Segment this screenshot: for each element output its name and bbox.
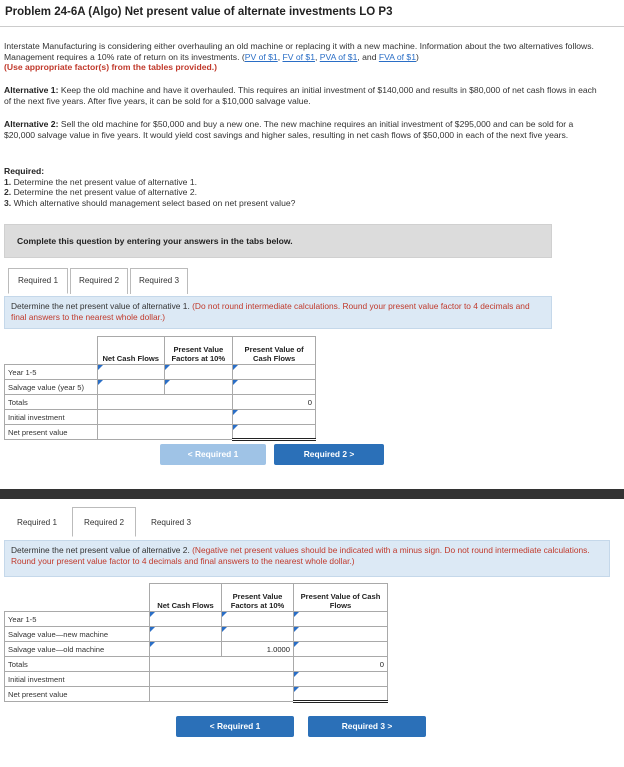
required-item: 2. Determine the net present value of alternative 2. <box>4 187 198 197</box>
prev-required-button[interactable]: < Required 1 <box>160 444 266 465</box>
pv-input[interactable] <box>294 642 388 657</box>
intro-paragraph: Interstate Manufacturing is considering either overhauling an old machine or replacing it with a new machine. Information about the two alternatives follows. Management requires a 10% rate of return on its investments. (PV of $1, FV of $1, PVA of $1, and FVA of $1) (Use appropriate factor(s) from the tables provided.) <box>4 41 594 73</box>
row-label: Salvage value—new machine <box>5 627 150 642</box>
tab-required-1[interactable]: Required 1 <box>6 511 68 537</box>
alt1-text: Keep the old machine and have it overhauled. This requires an initial investment of $140,000 and results in $80,000 of net cash flows in each of the next five years. After five years, it can be sold for a $10,000 salvage value. <box>4 85 597 106</box>
col-header: Present Value Factors at 10% <box>222 584 294 612</box>
next-required-button[interactable]: Required 2 > <box>274 444 384 465</box>
row-label: Year 1-5 <box>5 612 150 627</box>
instruction-note: (Do not round intermediate calculations. Round your present value factor to 4 decimals and final answers to the nearest whole dollar.) <box>11 301 530 322</box>
divider <box>0 26 624 27</box>
required-list <box>4 166 604 208</box>
instruction-box-1 <box>4 296 552 329</box>
instructions-banner <box>4 224 552 258</box>
cash-flow-input[interactable] <box>150 627 222 642</box>
tab-required-2[interactable]: Required 2 <box>72 507 136 537</box>
pv-input[interactable] <box>233 365 316 380</box>
cash-flow-input[interactable] <box>150 612 222 627</box>
col-header: Present Value of Cash Flows <box>233 337 316 365</box>
tab-required-1[interactable]: Required 1 <box>8 268 68 294</box>
pv-factor-input[interactable] <box>222 612 294 627</box>
totals-value: 0 <box>294 657 388 672</box>
row-label: Initial investment <box>5 410 98 425</box>
cash-flow-input[interactable] <box>97 365 164 380</box>
instruction-main: Determine the net present value of alternative 2. <box>11 545 190 555</box>
intro-text: Interstate Manufacturing is considering either overhauling an old machine or replacing it with a new machine. Information about the two alternatives follows. Management requires a 10% rate of return on its investments. <box>4 41 594 62</box>
row-label: Totals <box>5 395 98 410</box>
initial-investment-input[interactable] <box>233 410 316 425</box>
pv-factor-input[interactable] <box>164 380 233 395</box>
row-label: Salvage value (year 5) <box>5 380 98 395</box>
row-label: Net present value <box>5 687 150 702</box>
banner-text: Complete this question by entering your answers in the tabs below. <box>17 236 293 246</box>
fv-link[interactable]: FV of $1 <box>282 51 315 62</box>
alternative-1 <box>4 85 604 106</box>
page-title: Problem 24-6A (Algo) Net present value of alternate investments LO P3 <box>5 6 393 18</box>
col-header: Net Cash Flows <box>97 337 164 365</box>
cash-flow-input[interactable] <box>150 642 222 657</box>
pv-factor-input[interactable] <box>164 365 233 380</box>
required-item: 3. Which alternative should management select based on net present value? <box>4 197 296 208</box>
alternative-2 <box>4 119 604 140</box>
npv-table-alt1 <box>4 336 316 441</box>
col-header: Net Cash Flows <box>150 584 222 612</box>
alt2-text: Sell the old machine for $50,000 and buy a new one. The new machine requires an initial investment of $295,000 and can be sold for a $20,000 salvage value in five years. It would yield cost savings and higher sales, resulting in net cash flows of $50,000 in each of the next five years. <box>4 119 574 140</box>
fva-link[interactable]: FVA of $1 <box>378 51 416 62</box>
pva-link[interactable]: PVA of $1 <box>319 51 358 62</box>
tab-required-3[interactable]: Required 3 <box>130 268 188 294</box>
alt2-label: Alternative 2: <box>4 119 59 129</box>
pv-link[interactable]: PV of $1 <box>244 51 278 62</box>
initial-investment-input[interactable] <box>294 672 388 687</box>
required-item: 1. Determine the net present value of alternative 1. <box>4 176 198 187</box>
alt1-label: Alternative 1: <box>4 85 59 95</box>
npv-input[interactable] <box>233 425 316 440</box>
tab-required-2[interactable]: Required 2 <box>70 268 128 294</box>
instruction-main: Determine the net present value of alternative 1. <box>11 301 190 311</box>
prev-required-button[interactable]: < Required 1 <box>176 716 294 737</box>
instruction-note: (Negative net present values should be indicated with a minus sign. Do not round intermediate calculations. Round your present value factor to 4 decimals and final answers to the nearest whole dollar.) <box>11 545 590 566</box>
row-label: Year 1-5 <box>5 365 98 380</box>
row-label: Initial investment <box>5 672 150 687</box>
next-required-button[interactable]: Required 3 > <box>308 716 426 737</box>
col-header: Present Value Factors at 10% <box>164 337 233 365</box>
pv-input[interactable] <box>294 627 388 642</box>
pv-input[interactable] <box>294 612 388 627</box>
factor-note: (Use appropriate factor(s) from the tables provided.) <box>4 62 217 73</box>
pv-factor-input[interactable] <box>222 627 294 642</box>
tab-required-3[interactable]: Required 3 <box>140 511 202 537</box>
npv-table-alt2 <box>4 583 388 703</box>
row-label: Net present value <box>5 425 98 440</box>
required-label: Required: <box>4 166 45 176</box>
npv-input[interactable] <box>294 687 388 702</box>
totals-value: 0 <box>233 395 316 410</box>
instruction-box-2 <box>4 540 610 577</box>
pv-factor-value: 1.0000 <box>222 642 294 657</box>
col-header: Present Value of Cash Flows <box>294 584 388 612</box>
row-label: Totals <box>5 657 150 672</box>
divider-band <box>0 489 624 499</box>
pv-input[interactable] <box>233 380 316 395</box>
row-label: Salvage value—old machine <box>5 642 150 657</box>
cash-flow-input[interactable] <box>97 380 164 395</box>
